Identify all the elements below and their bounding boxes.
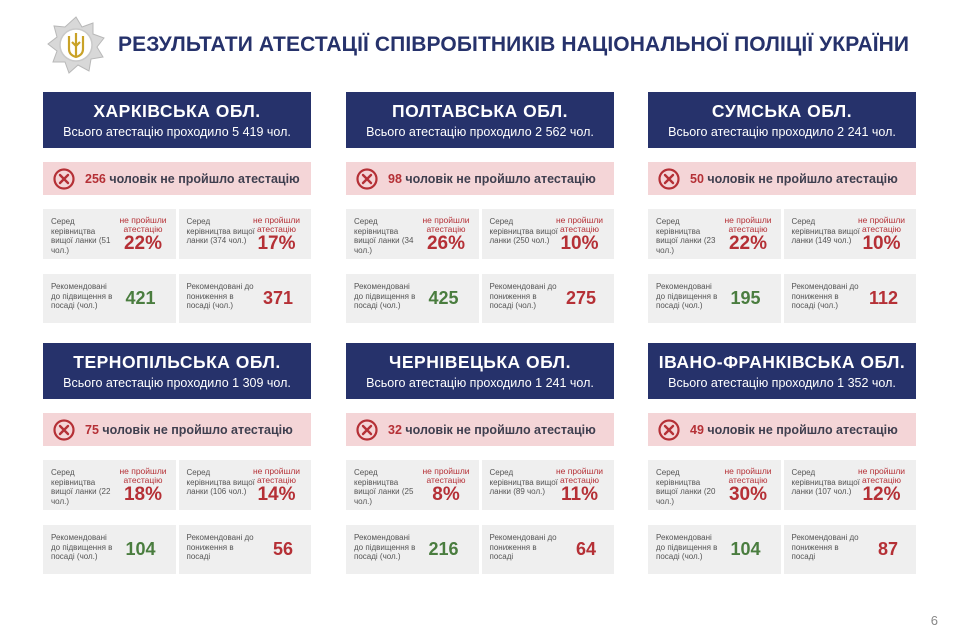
- not-passed-label: не пройшли атестацію: [252, 215, 301, 234]
- demotion-count: 56: [272, 539, 293, 559]
- failed-count: 75: [85, 422, 99, 437]
- senior-label: Серед керівництва вищої ланки (20 чол.): [656, 468, 716, 506]
- region-total: Всього атестацію проходило 1 352 чол.: [668, 376, 896, 390]
- fail-suffix: чоловік не пройшло атестацію: [707, 171, 898, 186]
- region-name: ЧЕРНІВЕЦЬКА ОБЛ.: [389, 352, 571, 372]
- region-card-ternopil: [43, 343, 311, 574]
- stat-row-recommendations: [346, 525, 614, 574]
- promotion-label: Рекомендовані до підвищення в посаді (чол.): [656, 533, 718, 562]
- demotion-count: 371: [262, 288, 293, 308]
- fail-banner: [648, 162, 916, 195]
- stat-row-management: [43, 460, 311, 510]
- not-passed-label: не пройшли атестацію: [252, 466, 301, 485]
- region-header: [43, 343, 311, 399]
- x-circle-icon: [53, 419, 75, 441]
- demotion-label: Рекомендовані до пониження в посаді: [489, 533, 557, 562]
- middle-fail-percent: 14%: [257, 484, 296, 505]
- police-star-emblem-icon: [47, 16, 105, 74]
- fail-text: [388, 172, 596, 186]
- region-total: Всього атестацію проходило 1 241 чол.: [366, 376, 594, 390]
- middle-label: Серед керівництва вищої ланки (89 чол.): [489, 468, 558, 497]
- promotion-cell: [43, 525, 176, 574]
- fail-text: [690, 172, 898, 186]
- region-name: ПОЛТАВСЬКА ОБЛ.: [391, 101, 569, 121]
- failed-count: 32: [388, 422, 402, 437]
- promotion-count: 195: [730, 288, 761, 308]
- not-passed-label: не пройшли атестацію: [857, 466, 906, 485]
- region-name: ХАРКІВСЬКА ОБЛ.: [93, 101, 261, 121]
- failed-count: 50: [690, 171, 704, 186]
- promotion-cell: [43, 274, 176, 323]
- failed-count: 49: [690, 422, 704, 437]
- stat-row-recommendations: [648, 525, 916, 574]
- senior-fail-percent: 30%: [728, 484, 768, 505]
- promotion-label: Рекомендовані до підвищення в посаді (чол.): [51, 282, 113, 311]
- fail-text: [85, 172, 300, 186]
- x-circle-icon: [658, 419, 680, 441]
- not-passed-label: не пройшли атестацію: [555, 215, 604, 234]
- promotion-cell: [648, 274, 781, 323]
- stat-row-management: [346, 460, 614, 510]
- promotion-cell: [346, 525, 479, 574]
- not-passed-label: не пройшли атестацію: [422, 466, 470, 485]
- fail-suffix: чоловік не пройшло атестацію: [405, 171, 596, 186]
- promotion-count: 216: [428, 539, 459, 559]
- middle-label: Серед керівництва вищої ланки (374 чол.): [186, 217, 255, 246]
- middle-fail-percent: 17%: [257, 233, 296, 254]
- middle-label: Серед керівництва вищої ланки (106 чол.): [186, 468, 255, 497]
- demotion-label: Рекомендовані до пониження в посаді (чол.): [791, 282, 859, 311]
- not-passed-label: не пройшли атестацію: [857, 215, 906, 234]
- senior-label: Серед керівництва вищої ланки (22 чол.): [51, 468, 111, 506]
- stat-row-recommendations: [346, 274, 614, 323]
- senior-stat-cell: [648, 209, 781, 259]
- fail-banner: [43, 413, 311, 446]
- senior-label: Серед керівництва вищої ланки (23 чол.): [656, 217, 716, 255]
- middle-label: Серед керівництва вищої ланки (107 чол.): [791, 468, 860, 497]
- region-header: [346, 343, 614, 399]
- middle-fail-percent: 10%: [560, 233, 599, 254]
- stat-row-recommendations: [43, 274, 311, 323]
- x-circle-icon: [356, 168, 378, 190]
- senior-fail-percent: 22%: [728, 233, 768, 254]
- middle-fail-percent: 11%: [561, 484, 598, 505]
- page-title: РЕЗУЛЬТАТИ АТЕСТАЦІЇ СПІВРОБІТНИКІВ НАЦІОНАЛЬНОЇ ПОЛІЦІЇ УКРАЇНИ: [118, 33, 910, 56]
- stat-row-recommendations: [648, 274, 916, 323]
- middle-stat-cell: [179, 209, 312, 259]
- fail-banner: [346, 413, 614, 446]
- senior-stat-cell: [43, 460, 176, 510]
- demotion-count: 87: [877, 539, 898, 559]
- fail-suffix: чоловік не пройшло атестацію: [109, 171, 300, 186]
- demotion-label: Рекомендовані до пониження в посаді: [186, 533, 254, 562]
- fail-text: [388, 423, 596, 437]
- senior-fail-percent: 18%: [123, 484, 163, 505]
- fail-text: [85, 423, 293, 437]
- fail-suffix: чоловік не пройшло атестацію: [102, 422, 293, 437]
- promotion-label: Рекомендовані до підвищення в посаді (чол.): [51, 533, 113, 562]
- middle-stat-cell: [482, 209, 615, 259]
- region-card-chernivtsi: [346, 343, 614, 574]
- region-header: [648, 92, 916, 148]
- fail-suffix: чоловік не пройшло атестацію: [707, 422, 898, 437]
- not-passed-label: не пройшли атестацію: [119, 466, 167, 485]
- not-passed-label: не пройшли атестацію: [119, 215, 167, 234]
- promotion-cell: [346, 274, 479, 323]
- demotion-cell: [179, 525, 312, 574]
- senior-label: Серед керівництва вищої ланки (34 чол.): [354, 217, 414, 255]
- senior-fail-percent: 22%: [123, 233, 163, 254]
- x-circle-icon: [53, 168, 75, 190]
- stat-row-management: [43, 209, 311, 259]
- stat-row-management: [346, 209, 614, 259]
- promotion-count: 104: [125, 539, 156, 559]
- not-passed-label: не пройшли атестацію: [724, 466, 772, 485]
- demotion-cell: [784, 274, 917, 323]
- demotion-cell: [482, 525, 615, 574]
- header: [0, 0, 960, 80]
- promotion-label: Рекомендовані до підвищення в посаді (чол.): [656, 282, 718, 311]
- x-circle-icon: [658, 168, 680, 190]
- region-card-poltava: [346, 92, 614, 323]
- senior-stat-cell: [648, 460, 781, 510]
- demotion-cell: [482, 274, 615, 323]
- fail-banner: [346, 162, 614, 195]
- middle-stat-cell: [179, 460, 312, 510]
- region-name: ТЕРНОПІЛЬСЬКА ОБЛ.: [73, 352, 281, 372]
- region-name: СУМСЬКА ОБЛ.: [711, 101, 853, 121]
- middle-fail-percent: 12%: [862, 484, 901, 505]
- fail-banner: [43, 162, 311, 195]
- middle-stat-cell: [784, 209, 917, 259]
- senior-label: Серед керівництва вищої ланки (51 чол.): [51, 217, 111, 255]
- not-passed-label: не пройшли атестацію: [422, 215, 470, 234]
- region-name: ІВАНО-ФРАНКІВСЬКА ОБЛ.: [658, 352, 906, 372]
- region-total: Всього атестацію проходило 2 562 чол.: [366, 125, 594, 139]
- senior-stat-cell: [43, 209, 176, 259]
- senior-stat-cell: [346, 209, 479, 259]
- middle-stat-cell: [482, 460, 615, 510]
- region-total: Всього атестацію проходило 5 419 чол.: [63, 125, 291, 139]
- region-total: Всього атестацію проходило 2 241 чол.: [668, 125, 896, 139]
- middle-fail-percent: 10%: [862, 233, 901, 254]
- promotion-label: Рекомендовані до підвищення в посаді (чол.): [354, 282, 416, 311]
- promotion-count: 421: [125, 288, 156, 308]
- senior-fail-percent: 8%: [432, 484, 460, 505]
- fail-text: [690, 423, 898, 437]
- promotion-count: 104: [730, 539, 761, 559]
- not-passed-label: не пройшли атестацію: [724, 215, 772, 234]
- promotion-count: 425: [428, 288, 459, 308]
- demotion-cell: [179, 274, 312, 323]
- stat-row-recommendations: [43, 525, 311, 574]
- fail-banner: [648, 413, 916, 446]
- region-header: [43, 92, 311, 148]
- demotion-label: Рекомендовані до пониження в посаді (чол.): [489, 282, 557, 311]
- promotion-label: Рекомендовані до підвищення в посаді (чол.): [354, 533, 416, 562]
- demotion-count: 64: [575, 539, 596, 559]
- stat-row-management: [648, 460, 916, 510]
- region-header: [648, 343, 916, 399]
- region-card-ivano-frankivsk: [648, 343, 916, 574]
- senior-stat-cell: [346, 460, 479, 510]
- demotion-label: Рекомендовані до пониження в посаді: [791, 533, 859, 562]
- region-card-kharkiv: [43, 92, 311, 323]
- promotion-cell: [648, 525, 781, 574]
- middle-label: Серед керівництва вищої ланки (250 чол.): [489, 217, 558, 246]
- region-card-sumy: [648, 92, 916, 323]
- failed-count: 98: [388, 171, 402, 186]
- demotion-label: Рекомендовані до пониження в посаді (чол.): [186, 282, 254, 311]
- page-number: 6: [930, 613, 938, 628]
- demotion-cell: [784, 525, 917, 574]
- senior-label: Серед керівництва вищої ланки (25 чол.): [354, 468, 414, 506]
- senior-fail-percent: 26%: [426, 233, 466, 254]
- middle-stat-cell: [784, 460, 917, 510]
- demotion-count: 112: [868, 288, 898, 308]
- region-header: [346, 92, 614, 148]
- stat-row-management: [648, 209, 916, 259]
- x-circle-icon: [356, 419, 378, 441]
- not-passed-label: не пройшли атестацію: [555, 466, 604, 485]
- demotion-count: 275: [565, 288, 596, 308]
- fail-suffix: чоловік не пройшло атестацію: [405, 422, 596, 437]
- middle-label: Серед керівництва вищої ланки (149 чол.): [791, 217, 860, 246]
- region-total: Всього атестацію проходило 1 309 чол.: [63, 376, 291, 390]
- failed-count: 256: [85, 171, 106, 186]
